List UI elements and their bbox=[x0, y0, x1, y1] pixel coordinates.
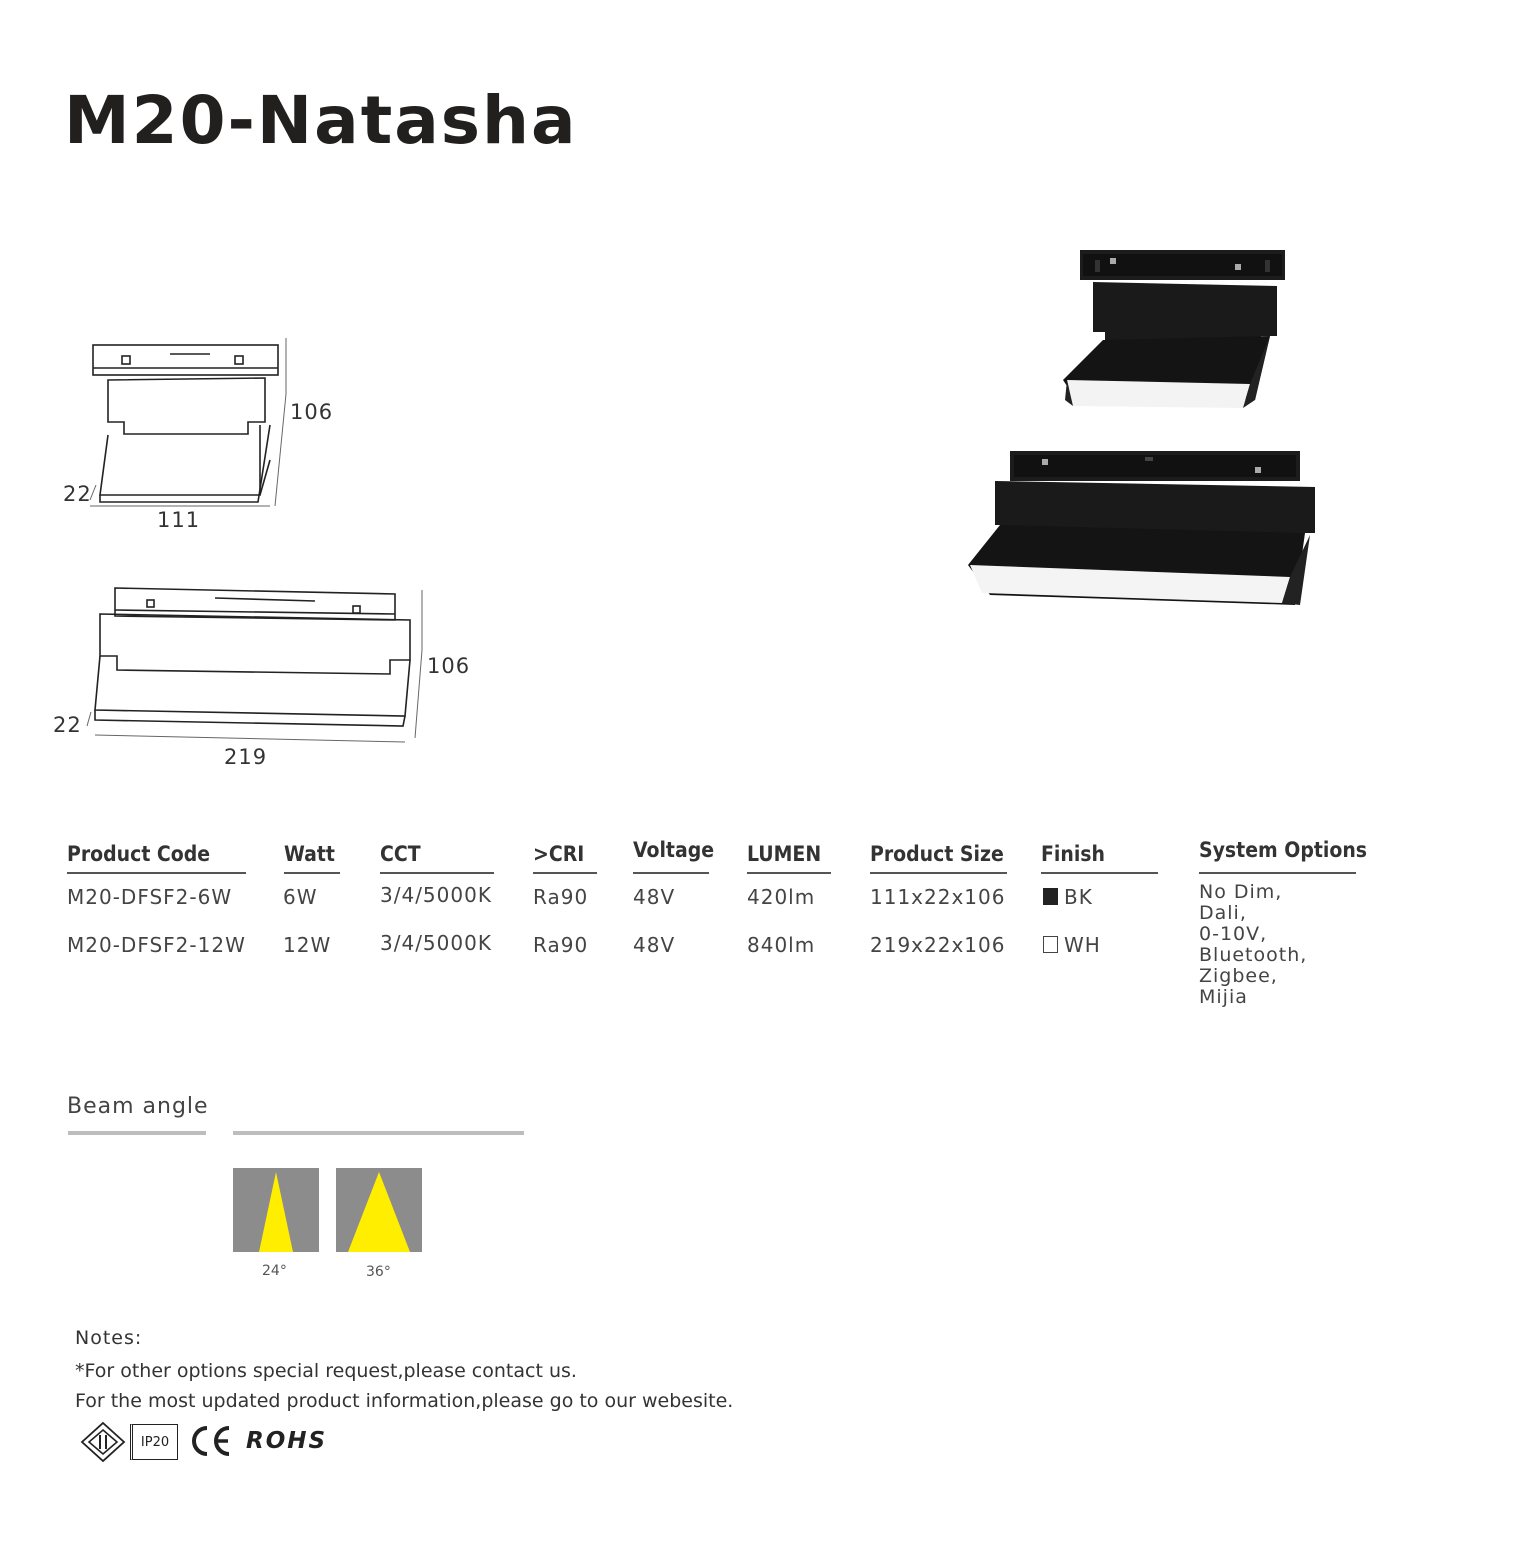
header-underline bbox=[284, 872, 340, 874]
header-underline bbox=[747, 872, 831, 874]
drawing-large bbox=[85, 580, 445, 750]
header-cct: CCT bbox=[380, 842, 421, 866]
drawing-small bbox=[60, 330, 360, 540]
section-divider bbox=[233, 1131, 524, 1135]
cell-product-code: M20-DFSF2-6W bbox=[67, 885, 233, 909]
cell-lumen: 840lm bbox=[747, 933, 816, 957]
depth-dimension: 22 bbox=[63, 482, 92, 506]
class-ii-icon bbox=[80, 1421, 126, 1463]
cell-product-size: 111x22x106 bbox=[870, 885, 1006, 909]
finish-label: BK bbox=[1064, 885, 1093, 909]
width-dimension: 219 bbox=[224, 745, 268, 769]
cell-watt: 12W bbox=[283, 933, 332, 957]
product-photo-small bbox=[1055, 240, 1300, 420]
cell-voltage: 48V bbox=[633, 933, 676, 957]
header-watt: Watt bbox=[284, 842, 335, 866]
header-underline bbox=[67, 872, 246, 874]
product-photo-large bbox=[960, 445, 1325, 615]
cell-voltage: 48V bbox=[633, 885, 676, 909]
cell-cct: 3/4/5000K bbox=[380, 931, 492, 955]
header-product-code: Product Code bbox=[67, 842, 211, 866]
section-divider bbox=[68, 1131, 206, 1135]
ip-rating-label: IP20 bbox=[140, 1434, 170, 1450]
header-underline bbox=[1199, 872, 1356, 874]
header-underline bbox=[633, 872, 709, 874]
system-options-list: No Dim, Dali, 0-10V, Bluetooth, Zigbee, Mijia bbox=[1199, 881, 1308, 1008]
cell-lumen: 420lm bbox=[747, 885, 816, 909]
black-swatch-icon bbox=[1043, 888, 1058, 905]
header-underline bbox=[533, 872, 597, 874]
white-swatch-icon bbox=[1043, 936, 1058, 953]
height-dimension: 106 bbox=[427, 654, 471, 678]
cell-product-size: 219x22x106 bbox=[870, 933, 1006, 957]
depth-dimension: 22 bbox=[53, 713, 82, 737]
cell-cri: Ra90 bbox=[533, 885, 589, 909]
ip-rating-badge bbox=[130, 1424, 178, 1460]
width-dimension: 111 bbox=[157, 508, 201, 532]
note-line: *For other options special request,please contact us. bbox=[75, 1360, 577, 1382]
cell-finish bbox=[1043, 885, 1093, 909]
cell-finish bbox=[1043, 933, 1101, 957]
beam-36-icon bbox=[336, 1168, 422, 1252]
header-underline bbox=[1041, 872, 1158, 874]
header-product-size: Product Size bbox=[870, 842, 1004, 866]
note-line: For the most updated product information,please go to our webesite. bbox=[75, 1390, 734, 1412]
cell-cri: Ra90 bbox=[533, 933, 589, 957]
cell-watt: 6W bbox=[283, 885, 318, 909]
header-underline bbox=[380, 872, 494, 874]
beam-angle-heading: Beam angle bbox=[67, 1094, 209, 1119]
header-system-options: System Options bbox=[1199, 838, 1368, 862]
header-cri: >CRI bbox=[533, 842, 585, 866]
cell-cct: 3/4/5000K bbox=[380, 883, 492, 907]
beam-angle-value: 36° bbox=[366, 1264, 391, 1280]
notes-heading: Notes: bbox=[75, 1327, 143, 1349]
finish-label: WH bbox=[1064, 933, 1101, 957]
header-finish: Finish bbox=[1041, 842, 1106, 866]
page-title: M20-Natasha bbox=[64, 82, 578, 159]
header-underline bbox=[870, 872, 1007, 874]
header-lumen: LUMEN bbox=[747, 842, 822, 866]
height-dimension: 106 bbox=[290, 400, 334, 424]
rohs-mark: ROHS bbox=[246, 1428, 328, 1454]
cell-product-code: M20-DFSF2-12W bbox=[67, 933, 246, 957]
beam-angle-value: 24° bbox=[262, 1263, 287, 1279]
beam-24-icon bbox=[233, 1168, 319, 1252]
ce-mark-icon bbox=[188, 1424, 234, 1458]
header-voltage: Voltage bbox=[633, 838, 715, 862]
